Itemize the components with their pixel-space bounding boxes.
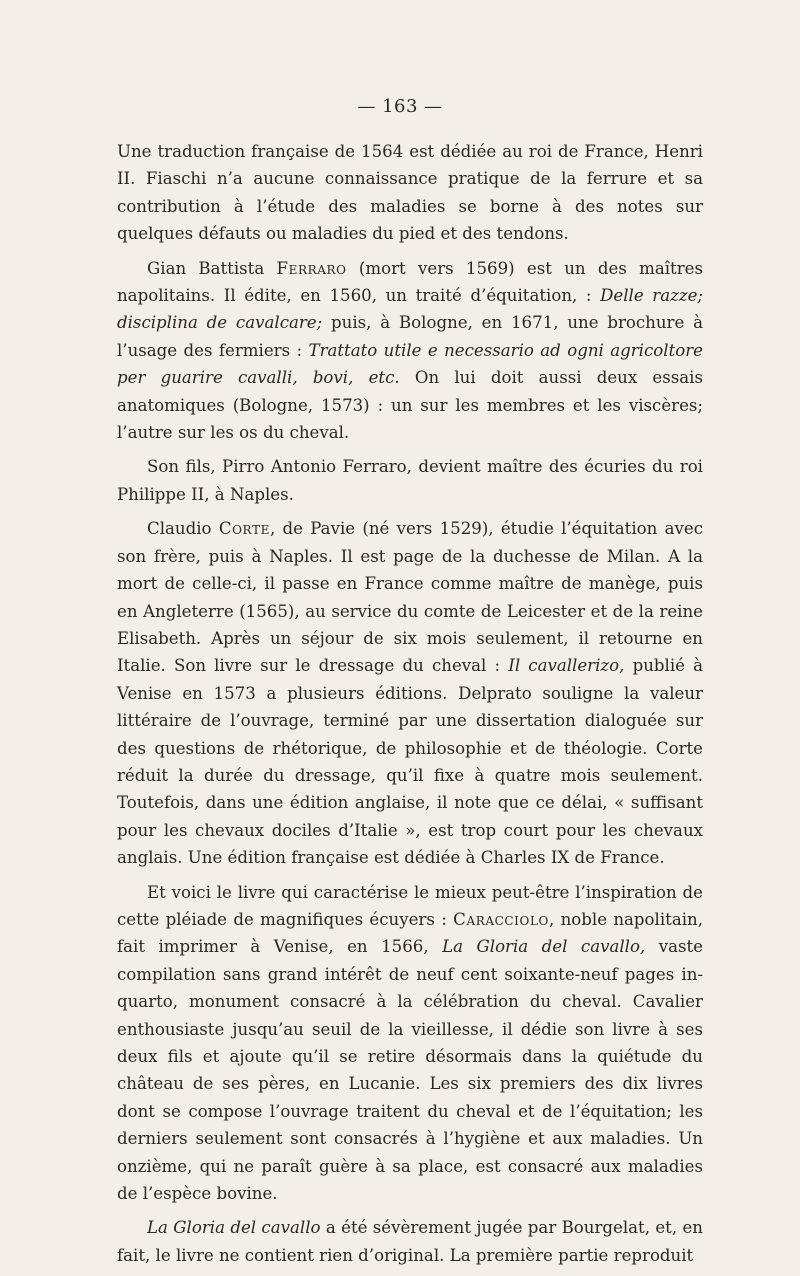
paragraph <box>117 255 703 447</box>
italic-title: La Gloria del cavallo <box>147 1218 321 1238</box>
paragraph <box>117 1214 703 1269</box>
italic-title: Delle razze; disciplina de cavalcare; <box>117 286 703 333</box>
text-run: publié à Venise en 1573 a plusieurs éditions. Delprato souligne la valeur littéraire de l’ouvrage, terminé par une dissertation dialoguée sur des questions de rhétorique, de philosophie et de théologie. Corte réduit la durée du dressage, qu’il fixe à quatre mois seulement. Toutefois, dans une édition anglaise, il note que ce délai, « suffisant pour les chevaux dociles d’Italie », est trop court pour les chevaux anglais. Une édition française est dédiée à Charles IX de France. <box>117 656 703 868</box>
paragraph <box>117 453 703 508</box>
text-run: (mort vers 1569) est un des maîtres napolitains. Il édite, en 1560, un traité d’équitation, : <box>117 258 703 306</box>
italic-title: Trattato utile e necessario ad ogni agricoltore per guarire cavalli, bovi, etc. <box>117 340 703 388</box>
body-text <box>117 138 703 1276</box>
paragraph <box>117 138 703 248</box>
italic-title: Il cavallerizo, <box>508 656 625 676</box>
small-caps-name: Caracciolo <box>453 909 549 929</box>
page-number: — 163 — <box>357 96 443 117</box>
text-run: Claudio <box>147 519 219 539</box>
italic-title: La Gloria del cavallo, <box>442 937 646 957</box>
text-run: , de Pavie (né vers 1529), étudie l’équitation avec son frère, puis à Naples. Il est page de la duchesse de Milan. A la mort de celle-ci, il passe en France comme maître de manège, puis en Angleterre (1565), au service du comte de Leicester et de la reine Elisabeth. Après un séjour de six mois seulement, il retourne en Italie. Son livre sur le dressage du cheval : <box>117 519 704 676</box>
text-run: , noble napolitain, fait imprimer à Venise, en 1566, <box>117 909 703 957</box>
paragraph <box>117 515 703 871</box>
text-run: On lui doit aussi deux essais anatomiques (Bologne, 1573) : un sur les membres et les viscères; l’autre sur les os du cheval. <box>117 368 703 443</box>
small-caps-name: Corte <box>218 519 270 539</box>
small-caps-name: Ferraro <box>276 258 347 278</box>
text-run: Et voici le livre qui caractérise le mieux peut-être l’inspiration de cette pléiade de magnifiques écuyers : <box>117 882 703 929</box>
paragraph <box>117 879 703 1208</box>
text-run: Une traduction française de 1564 est dédiée au roi de France, Henri II. Fiaschi n’a aucune connaissance pratique de la ferrure et sa contribution à l’étude des maladies se borne à des notes sur quelques défauts ou maladies du pied et des tendons. <box>117 142 703 244</box>
text-run: vaste compilation sans grand intérêt de neuf cent soixante-neuf pages in-quarto, monument consacré à la célébration du cheval. Cavalier enthousiaste jusqu’au seuil de la vieillesse, il dédie son livre à ses deux fils et ajoute qu’il se retire désormais dans la quiétude du château de ses pères, en Lucanie. Les six premiers des dix livres dont se compose l’ouvrage traitent du cheval et de l’équitation; les derniers seulement sont consacrés à l’hygiène et aux maladies. Un onzième, qui ne paraît guère à sa place, est consacré aux maladies de l’espèce bovine. <box>117 937 704 1204</box>
text-run: puis, à Bologne, en 1671, une brochure à l’usage des fermiers : <box>117 313 703 360</box>
text-run: a été sévèrement jugée par Bourgelat, et, en fait, le livre ne contient rien d’original. La première partie reproduit <box>117 1218 703 1265</box>
text-run: Gian Battista <box>147 258 277 278</box>
text-run: Son fils, Pirro Antonio Ferraro, devient maître des écuries du roi Philippe II, à Naples. <box>117 457 703 504</box>
